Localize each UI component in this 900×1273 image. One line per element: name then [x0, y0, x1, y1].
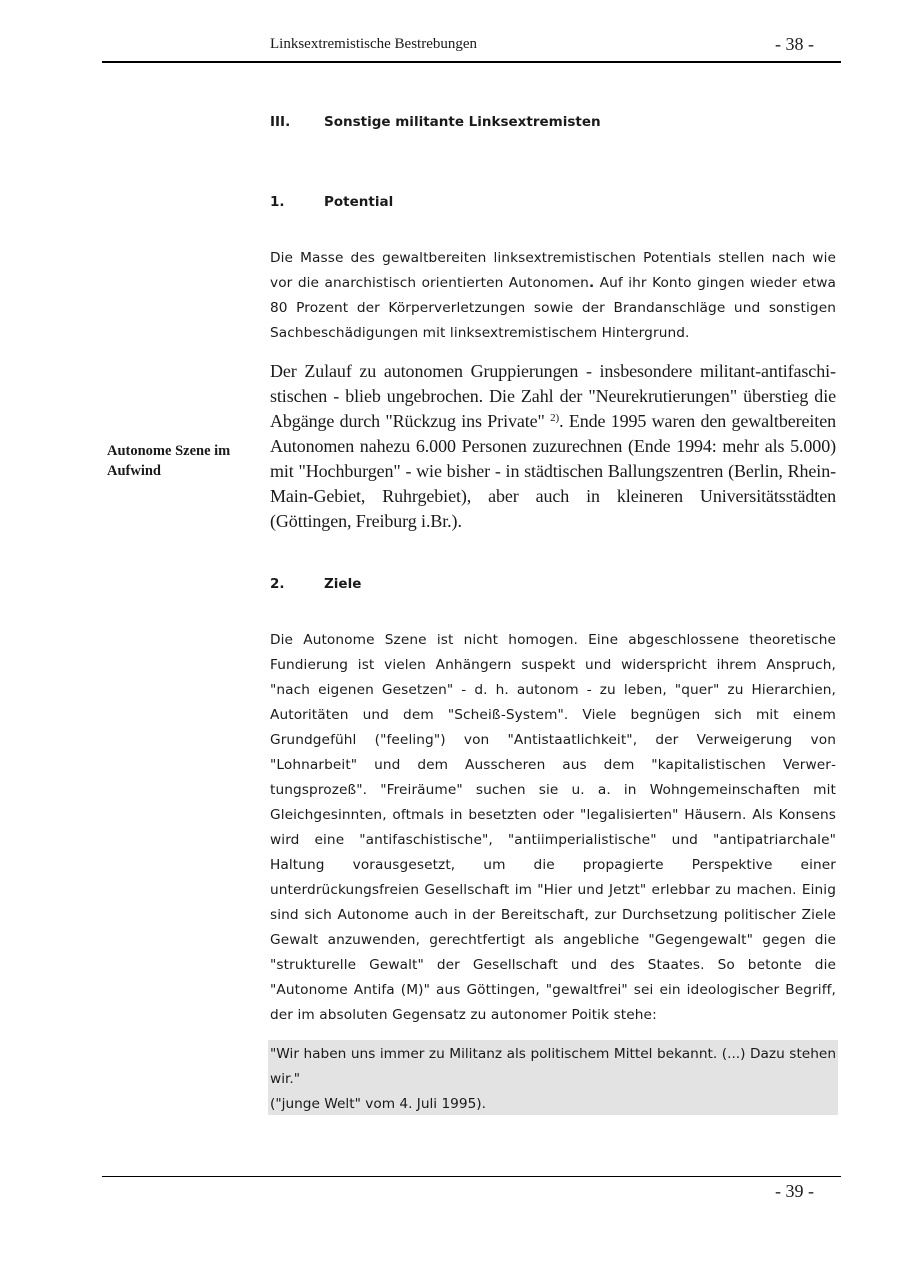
page-number-top: - 38 -: [775, 34, 814, 54]
footer-rule: [102, 1176, 841, 1177]
paragraph-ziele: Die Autonome Szene ist nicht homogen. Eine abgeschlossene theoretische Fundierung ist vielen Anhängern suspekt und widerspricht ihrem Anspruch, "nach eigenen Gesetzen" - d. h. autonom - zu leben, "quer" zu Hierarchien, Autoritäten und dem "Scheiß-System". Viele begnügen sich mit einem Grundgefühl ("feeling") von "Antistaatlichkeit", der Verweigerung von "Lohnarbeit" und dem Ausscheren aus dem "kapitalistischen Verwertungsprozeß". "Freiräume" suchen sie u. a. in Wohngemeinschaften mit Gleichgesinnten, oftmals in besetzten oder "legalisierten" Häusern. Als Konsens wird eine "antifaschistische", "antiimperialistische" und "antipatriarchale" Haltung vorausgesetzt, um die propagierte Perspektive einer unterdrückungsfreien Gesellschaft im "Hier und Jetzt" erlebbar zu machen. Einig sind sich Autonome auch in der Bereitschaft, zur Durchsetzung politischer Ziele Gewalt anzuwenden, gerechtfertigt als angebliche "Gegengewalt" gegen die "strukturelle Gewalt" der Gesellschaft und des Staates. So betonte die "Autonome Antifa (M)" aus Göttingen, "gewaltfrei" sei ein ideologischer Begriff, der im absoluten Gegensatz zu autonomer Poitik stehe:: [270, 632, 836, 1023]
running-header: Linksextremistische Bestrebungen: [270, 36, 478, 52]
paragraph-text: Die Masse des gewaltbereiten linksextremistischen Potentials stellen nach wie vor die anarchistisch orientierten Autonomen: [270, 250, 836, 291]
subsection-number: 2.: [270, 576, 285, 592]
header-rule: [102, 61, 841, 63]
subsection-title: Ziele: [324, 576, 362, 592]
subsection-heading-ziele: [270, 576, 361, 592]
footnote-ref[interactable]: 2): [550, 412, 560, 424]
subsection-title: Potential: [324, 194, 394, 210]
paragraph-potential-2: [270, 359, 836, 534]
block-quote: [270, 1042, 836, 1117]
page-number-bottom: - 39 -: [775, 1181, 814, 1201]
subsection-number: 1.: [270, 194, 285, 210]
paragraph-potential-1: [270, 246, 836, 346]
section-number: III.: [270, 114, 291, 130]
paragraph-text: Auf ihr Konto gingen wieder etwa 80 Prozent der Körperverletzungen sowie der Brandanschläge und sonstigen Sachbeschädigungen mit linksextremistischem Hintergrund.: [270, 275, 836, 341]
section-title: Sonstige militante Linksextremisten: [324, 114, 601, 130]
paragraph-text: Der Zulauf zu autonomen Gruppierungen - insbesondere militant-antifaschistischen - blieb ungebrochen. Die Zahl der "Neurekrutierungen" überstieg die Abgänge durch "Rückzug ins Private": [270, 361, 836, 431]
margin-note: Autonome Szene im Aufwind: [107, 443, 231, 479]
quote-source: ("junge Welt" vom 4. Juli 1995).: [270, 1096, 486, 1112]
section-heading: [270, 114, 601, 130]
paragraph-text: . Ende 1995 waren den gewaltbereiten Autonomen nahezu 6.000 Personen zuzurechnen (Ende 1994: mehr als 5.000) mit "Hochburgen" - wie bisher - in städtischen Ballungszentren (Berlin, Rhein-Main-Gebiet, Ruhrgebiet), aber auch in kleineren Universitätsstädten (Göttingen, Freiburg i.Br.).: [270, 411, 836, 531]
paragraph-text-bold: .: [588, 275, 595, 291]
quote-text: "Wir haben uns immer zu Militanz als politischem Mittel bekannt. (...) Dazu stehen wir.": [270, 1046, 836, 1087]
subsection-heading-potential: [270, 194, 393, 210]
